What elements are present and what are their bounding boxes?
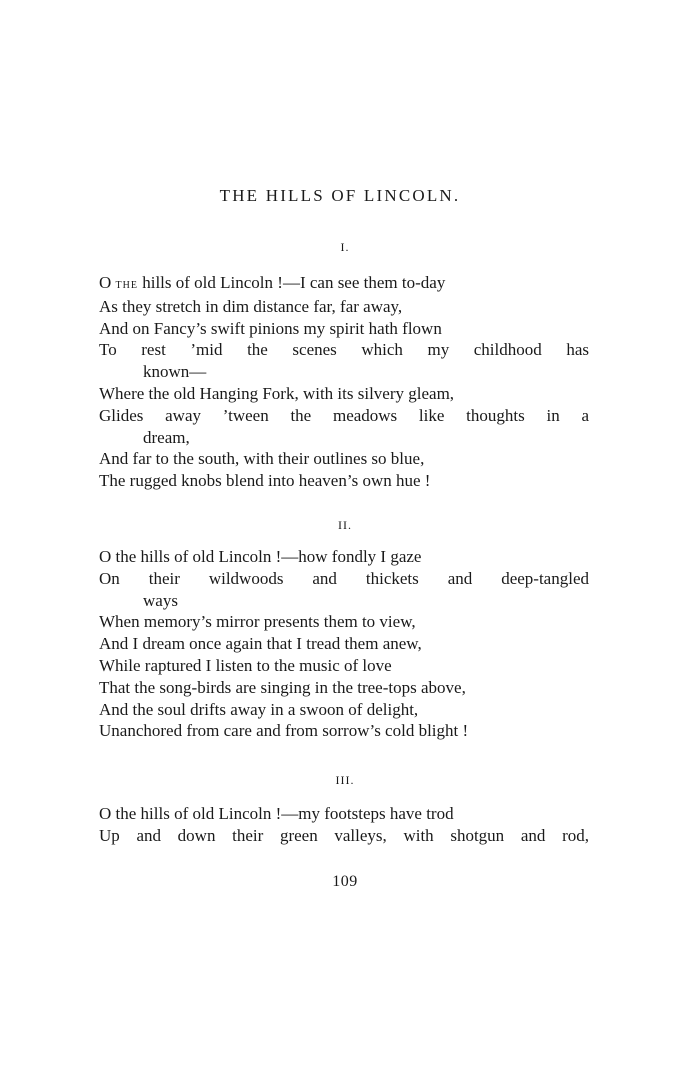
poem-line: [99, 272, 589, 296]
poem-line: Up and down their green valleys, with shotgun and rod,: [99, 825, 589, 845]
poem-line: Unanchored from care and from sorrow’s cold blight !: [99, 721, 469, 741]
stanza-numeral-2: II.: [338, 518, 352, 532]
poem-line: And the soul drifts away in a swoon of delight,: [99, 699, 419, 719]
poem-line-continuation: ways: [143, 590, 178, 610]
poem-line: And I dream once again that I tread them anew,: [99, 634, 422, 654]
poem-line: Where the old Hanging Fork, with its silvery gleam,: [99, 383, 455, 403]
poem-line: Glides away ’tween the meadows like thoughts in a: [99, 405, 589, 425]
first-smallcaps: the: [115, 277, 138, 292]
poem-line: And far to the south, with their outlines so blue,: [99, 449, 425, 469]
poem-line-continuation: known—: [143, 362, 207, 382]
poem-line: O the hills of old Lincoln !—how fondly I gaze: [99, 547, 422, 566]
poem-line: To rest ’mid the scenes which my childhood has: [99, 340, 589, 360]
stanza-numeral-3: III.: [335, 773, 355, 787]
poem-line: When memory’s mirror presents them to view,: [99, 612, 416, 632]
poem-line: And on Fancy’s swift pinions my spirit hath flown: [99, 318, 442, 338]
poem-line: That the song-birds are singing in the tree-tops above,: [99, 677, 466, 697]
poem-line: As they stretch in dim distance far, far away,: [99, 296, 403, 316]
stanza-3: [99, 803, 589, 847]
poem-line-continuation: dream,: [143, 427, 190, 447]
first-word: O: [99, 273, 112, 292]
page-title: THE HILLS OF LINCOLN.: [219, 186, 461, 205]
poem-line: While raptured I listen to the music of love: [99, 655, 392, 675]
poem-line: O the hills of old Lincoln !—my footsteps have trod: [99, 804, 454, 823]
page-number: 109: [332, 873, 358, 890]
poem-line: The rugged knobs blend into heaven’s own hue !: [99, 471, 431, 491]
poem-line: On their wildwoods and thickets and deep-tangled: [99, 568, 589, 588]
stanza-numeral-1: I.: [340, 240, 350, 254]
first-line-rest: hills of old Lincoln !—I can see them to-day: [137, 273, 446, 292]
stanza-1: [99, 272, 589, 492]
stanza-2: [99, 546, 589, 742]
